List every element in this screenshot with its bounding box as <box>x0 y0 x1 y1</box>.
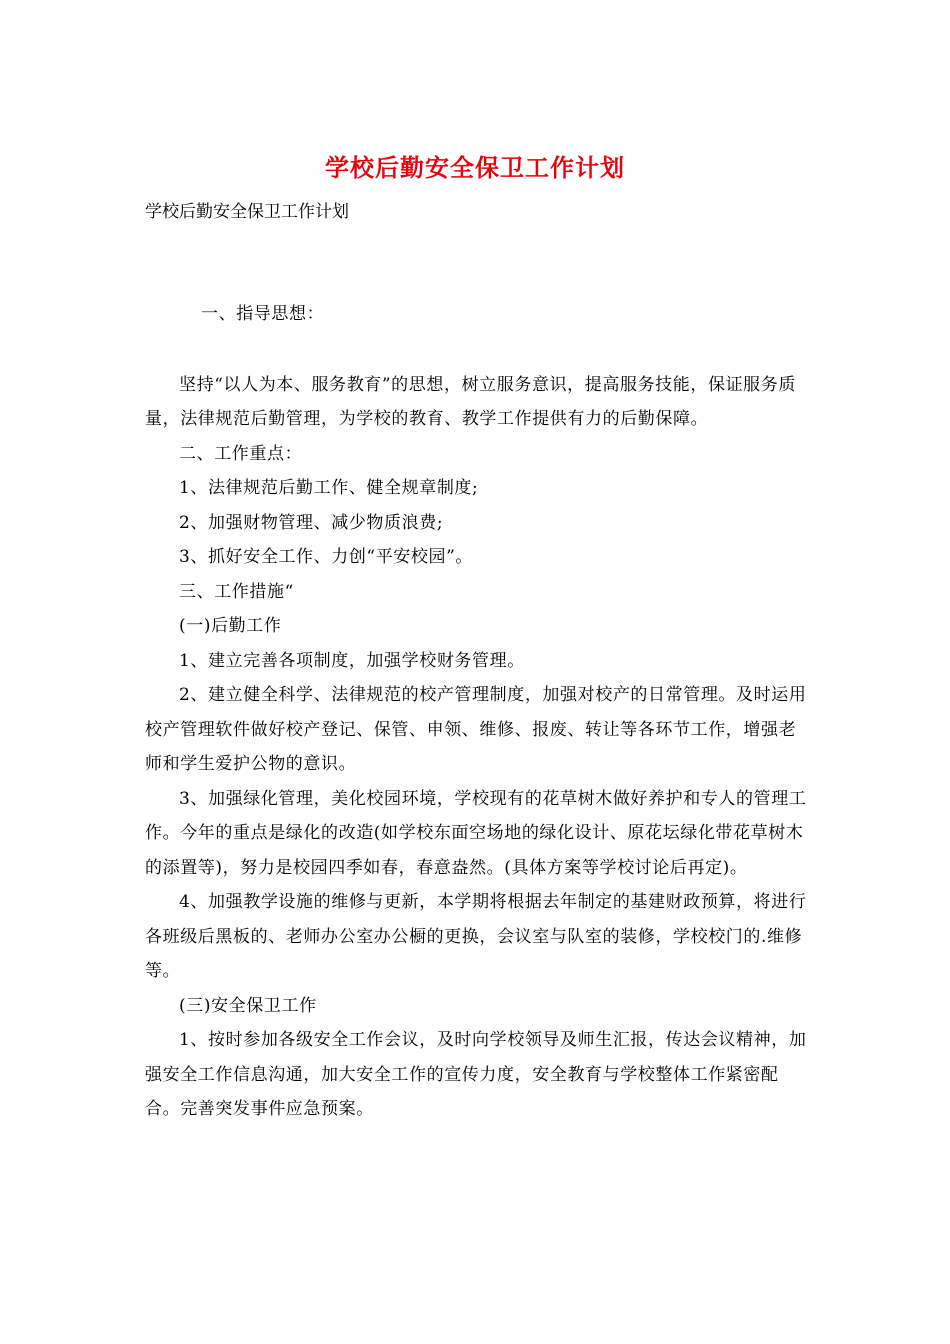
logistics-item-4: 4、加强教学设施的维修与更新，本学期将根据去年制定的基建财政预算，将进行各班级后黑板的、老师办公室办公橱的更换，会议室与队室的装修，学校校门的.维修等。 <box>145 892 807 981</box>
work-focus-item-3: 3、抓好安全工作、力创“平安校园”。 <box>179 547 473 567</box>
section-heading-guiding-thought: 一、指导思想： <box>201 304 325 324</box>
logistics-item-2: 2、建立健全科学、法律规范的校产管理制度，加强对校产的日常管理。及时运用校产管理软件做好校产登记、保管、申领、维修、报废、转让等各环节工作，增强老师和学生爱护公物的意识。 <box>145 685 807 774</box>
document-title: 学校后勤安全保卫工作计划 <box>325 153 625 182</box>
logistics-item-3: 3、加强绿化管理，美化校园环境，学校现有的花草树木做好养护和专人的管理工作。今年的重点是绿化的改造(如学校东面空场地的绿化设计、原花坛绿化带花草树木的添置等)，努力是校园四季如春，春意盎然。(具体方案等学校讨论后再定)。 <box>145 788 807 878</box>
work-focus-item-1: 1、法律规范后勤工作、健全规章制度; <box>179 478 479 498</box>
document-subtitle: 学校后勤安全保卫工作计划 <box>145 202 349 222</box>
work-focus-item-2: 2、加强财物管理、减少物质浪费; <box>179 512 444 533</box>
security-item-1: 1、按时参加各级安全工作会议，及时向学校领导及师生汇报，传达会议精神，加强安全工作信息沟通，加大安全工作的宣传力度，安全教育与学校整体工作紧密配合。完善突发事件应急预案。 <box>145 1030 807 1119</box>
subsection-heading-logistics: (一)后勤工作 <box>179 616 282 636</box>
section-heading-work-focus: 二、工作重点： <box>179 443 303 464</box>
document-body <box>145 297 807 1127</box>
paragraph-guiding-thought: 坚持“以人为本、服务教育”的思想，树立服务意识，提高服务技能，保证服务质量，法律规范后勤管理，为学校的教育、教学工作提供有力的后勤保障。 <box>145 374 796 429</box>
subsection-heading-security: (三)安全保卫工作 <box>179 995 317 1016</box>
section-heading-work-measures: 三、工作措施“ <box>179 581 294 602</box>
logistics-item-1: 1、建立完善各项制度，加强学校财务管理。 <box>179 650 525 671</box>
